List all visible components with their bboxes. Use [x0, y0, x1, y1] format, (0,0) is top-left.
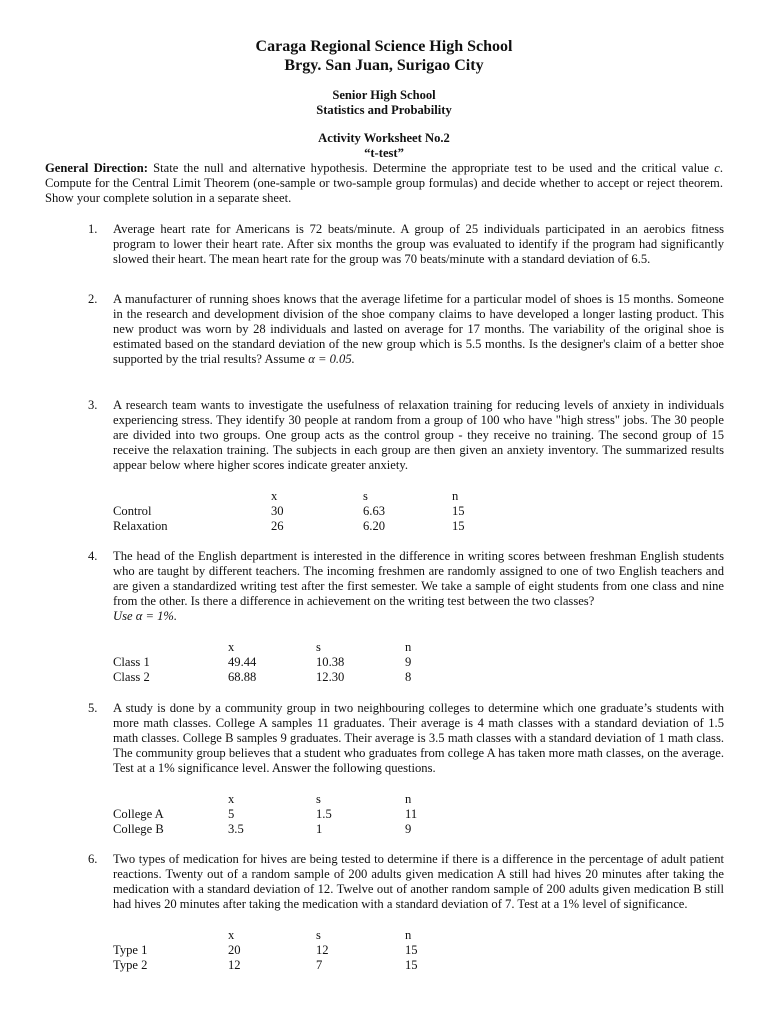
course-level: Senior High School [332, 88, 436, 102]
col-header-x: x [228, 928, 235, 942]
cell-s: 1 [316, 822, 323, 836]
problem-text: Two types of medication for hives are being tested to determine if there is a difference in the percentage of adult patient reactions. Twenty out of a random sample of 200 adults given medication A still had hives 20 minutes after taking the medication with a standard deviation of 12. Twelve out of another random sample of 200 adults given medication B still had hives 20 minutes after taking the medication with a standard deviation of 7. Test at a 1% level of significance. [113, 852, 724, 911]
course-subject: Statistics and Probability [316, 102, 452, 117]
school-address: Brgy. San Juan, Surigao City [284, 57, 484, 74]
cell-x: 3.5 [228, 822, 244, 836]
cell-s: 12 [316, 943, 329, 957]
school-name: Caraga Regional Science High School [255, 38, 513, 55]
cell-n: 15 [452, 504, 465, 518]
direction-var-c: c [714, 161, 720, 175]
cell-s: 10.38 [316, 655, 345, 669]
problem-number: 4. [88, 549, 98, 563]
row-label: Type 2 [113, 958, 148, 972]
activity-topic: “t-test” [364, 145, 404, 160]
col-header-x: x [228, 640, 235, 654]
col-header-n: n [405, 792, 412, 806]
problem-body: The head of the English department is interested in the difference in writing scores between freshman English students who are taught by different teachers. The incoming freshmen are randomly assigned to one of two English teachers and are given a standardized writing test after the first semester. We take a sample of eight students from one class and nine from the other. Is there a difference in achievement on the writing test between the two classes? [113, 549, 724, 608]
cell-n: 11 [405, 807, 418, 821]
alpha-value: α = 0.05. [308, 351, 355, 366]
cell-n: 8 [405, 670, 412, 684]
row-label: Control [113, 504, 152, 518]
problem-number: 1. [88, 222, 98, 236]
problem-body: A manufacturer of running shoes knows that the average lifetime for a particular model of shoes is 15 months. Someone in the research and development division of the shoe company claims to have developed a longer lasting product. This new product was worn by 28 individuals and lasted on average for 17 months. The variability of the original shoe is estimated based on the standard deviation of the new group which is 5.5 months. Is the designer's claim of a better shoe supported by the trial results? Assume [113, 292, 724, 366]
col-header-n: n [405, 640, 412, 654]
cell-x: 68.88 [228, 670, 257, 684]
col-header-x: x [228, 792, 235, 806]
row-label: Type 1 [113, 943, 148, 957]
cell-n: 9 [405, 655, 412, 669]
school-header [0, 37, 768, 75]
course-header [0, 88, 768, 117]
col-header-n: n [405, 928, 412, 942]
cell-x: 30 [271, 504, 284, 518]
col-header-n: n [452, 489, 459, 503]
direction-text-2: . Compute for the Central Limit Theorem (one-sample or two-sample group formulas) and decide whether to accept or reject theorem. Show your complete solution in a separate sheet. [45, 161, 723, 205]
alpha-value: Use α = 1%. [113, 608, 178, 623]
col-header-x: x [271, 489, 278, 503]
row-label: Class 1 [113, 655, 150, 669]
direction-label: General Direction: [45, 161, 148, 175]
general-direction [45, 161, 723, 206]
cell-x: 12 [228, 958, 241, 972]
problem-text: Average heart rate for Americans is 72 beats/minute. A group of 25 individuals participated in an aerobics fitness program to lower their heart rate. After six months the group was evaluated to identify if the program had significantly slowed their heart. The mean heart rate for the group was 70 beats/minute with a standard deviation of 6.5. [113, 222, 724, 266]
cell-x: 26 [271, 519, 284, 533]
col-header-s: s [363, 489, 368, 503]
cell-n: 15 [405, 943, 418, 957]
row-label: Relaxation [113, 519, 168, 533]
row-label: Class 2 [113, 670, 150, 684]
cell-s: 12.30 [316, 670, 345, 684]
problem-text [113, 549, 724, 624]
problem-number: 6. [88, 852, 98, 866]
problem-number: 5. [88, 701, 98, 715]
cell-n: 15 [405, 958, 418, 972]
cell-n: 15 [452, 519, 465, 533]
col-header-s: s [316, 928, 321, 942]
cell-x: 20 [228, 943, 241, 957]
col-header-s: s [316, 640, 321, 654]
problem-text [113, 292, 724, 367]
problem-number: 2. [88, 292, 98, 306]
problem-text: A study is done by a community group in two neighbouring colleges to determine which one graduate’s students with more math classes. College A samples 11 graduates. Their average is 4 math classes with a standard deviation of 1.5 math classes. College B samples 9 graduates. Their average is 3.5 math classes with a standard deviation of 1 math class. The community group believes that a student who graduates from college A has taken more math classes, on the average. Test at a 1% significance level. Answer the following questions. [113, 701, 724, 775]
cell-s: 7 [316, 958, 323, 972]
direction-text-1: State the null and alternative hypothesis. Determine the appropriate test to be used and the critical value [147, 161, 715, 175]
cell-s: 6.63 [363, 504, 386, 518]
cell-n: 9 [405, 822, 412, 836]
activity-header [0, 131, 768, 160]
cell-s: 1.5 [316, 807, 332, 821]
row-label: College A [113, 807, 164, 821]
activity-title: Activity Worksheet No.2 [318, 131, 450, 145]
col-header-s: s [316, 792, 321, 806]
cell-x: 49.44 [228, 655, 257, 669]
row-label: College B [113, 822, 164, 836]
cell-s: 6.20 [363, 519, 386, 533]
cell-x: 5 [228, 807, 235, 821]
problem-text: A research team wants to investigate the usefulness of relaxation training for reducing levels of anxiety in individuals experiencing stress. They identify 30 people at random from a group of 100 who have "high stress" jobs. The 30 people are divided into two groups. One group acts as the control group - they receive no training. The second group of 15 receive the relaxation training. The subjects in each group are then given an anxiety inventory. The summarized results appear below where higher scores indicate greater anxiety. [113, 398, 724, 472]
problem-number: 3. [88, 398, 98, 412]
